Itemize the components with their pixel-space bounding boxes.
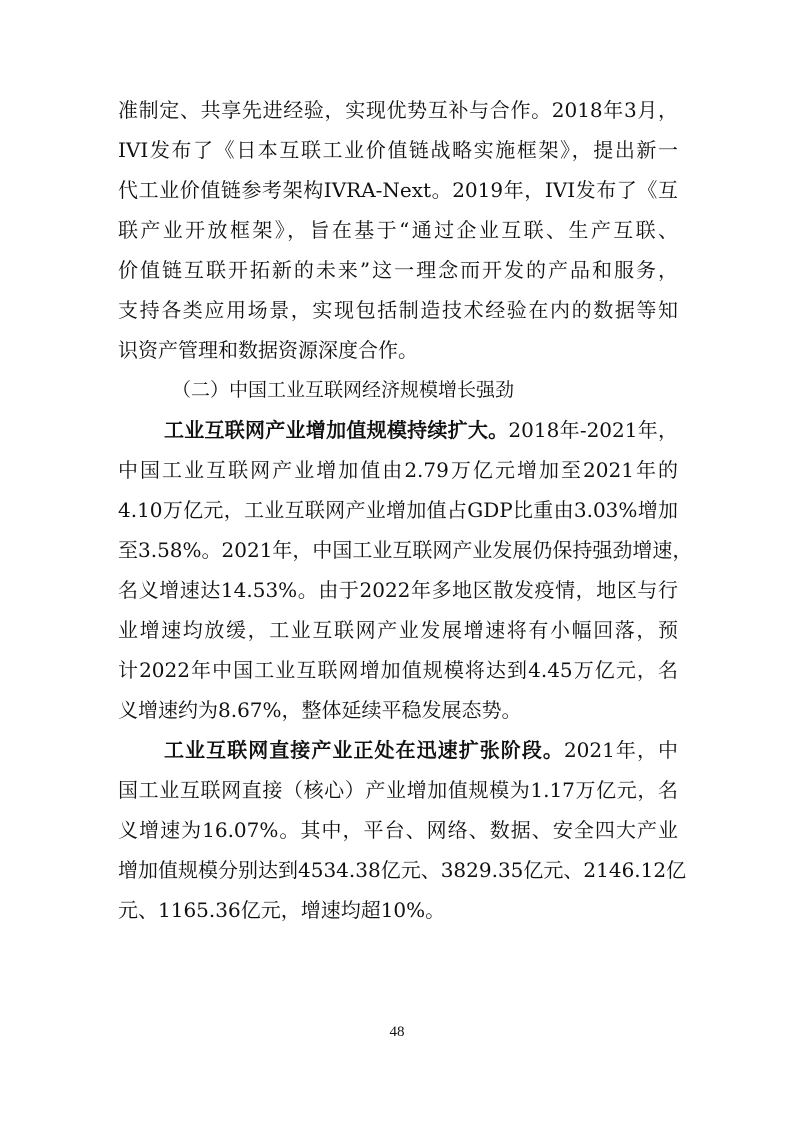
text-line: 业增速均放缓，工业互联网产业发展增速将有小幅回落，预 [118,618,678,642]
text-line: 准制定、共享先进经验，实现优势互补与合作。2018年3月， [118,98,678,122]
text-line: 代工业价值链参考架构IVRA-Next。2019年，IVI发布了《互 [118,178,678,202]
paragraph-first-line [118,740,678,760]
text-span: 2018年-2021年， [508,418,678,442]
text-line: 名义增速达14.53%。由于2022年多地区散发疫情，地区与行 [118,578,678,602]
text-line: 增加值规模分别达到4534.38亿元、3829.35亿元、2146.12亿 [118,858,687,882]
text-line: 计2022年中国工业互联网增加值规模将达到4.45万亿元，名 [118,658,678,682]
text-line: 价值链互联开拓新的未来”这一理念而开发的产品和服务， [118,258,678,282]
section-heading: （二）中国工业互联网经济规模增长强劲 [172,379,515,401]
text-line: 联产业开放框架》，旨在基于“通过企业互联、生产互联、 [118,218,678,242]
page-number: 48 [389,1024,405,1040]
text-line: 义增速为16.07%。其中，平台、网络、数据、安全四大产业 [118,818,678,842]
text-line: IVI发布了《日本互联工业价值链战略实施框架》，提出新一 [118,138,678,162]
text-line: 4.10万亿元，工业互联网产业增加值占GDP比重由3.03%增加 [118,498,678,522]
text-line: 识资产管理和数据资源深度合作。 [118,338,418,362]
paragraph-first-line [118,420,678,440]
bold-lead: 工业互联网产业增加值规模持续扩大。 [164,418,509,442]
text-line: 支持各类应用场景，实现包括制造技术经验在内的数据等知 [118,298,678,322]
text-line: 国工业互联网直接（核心）产业增加值规模为1.17万亿元，名 [118,778,678,802]
text-line: 至3.58%。2021年，中国工业互联网产业发展仍保持强劲增速， [118,538,693,562]
text-span: 2021年，中 [563,738,679,762]
bold-lead: 工业互联网直接产业正处在迅速扩张阶段。 [164,738,564,762]
text-line: 义增速约为8.67%，整体延续平稳发展态势。 [118,698,522,722]
text-line: 中国工业互联网产业增加值由2.79万亿元增加至2021年的 [118,458,678,482]
text-line: 元、1165.36亿元，增速均超10%。 [118,898,446,922]
